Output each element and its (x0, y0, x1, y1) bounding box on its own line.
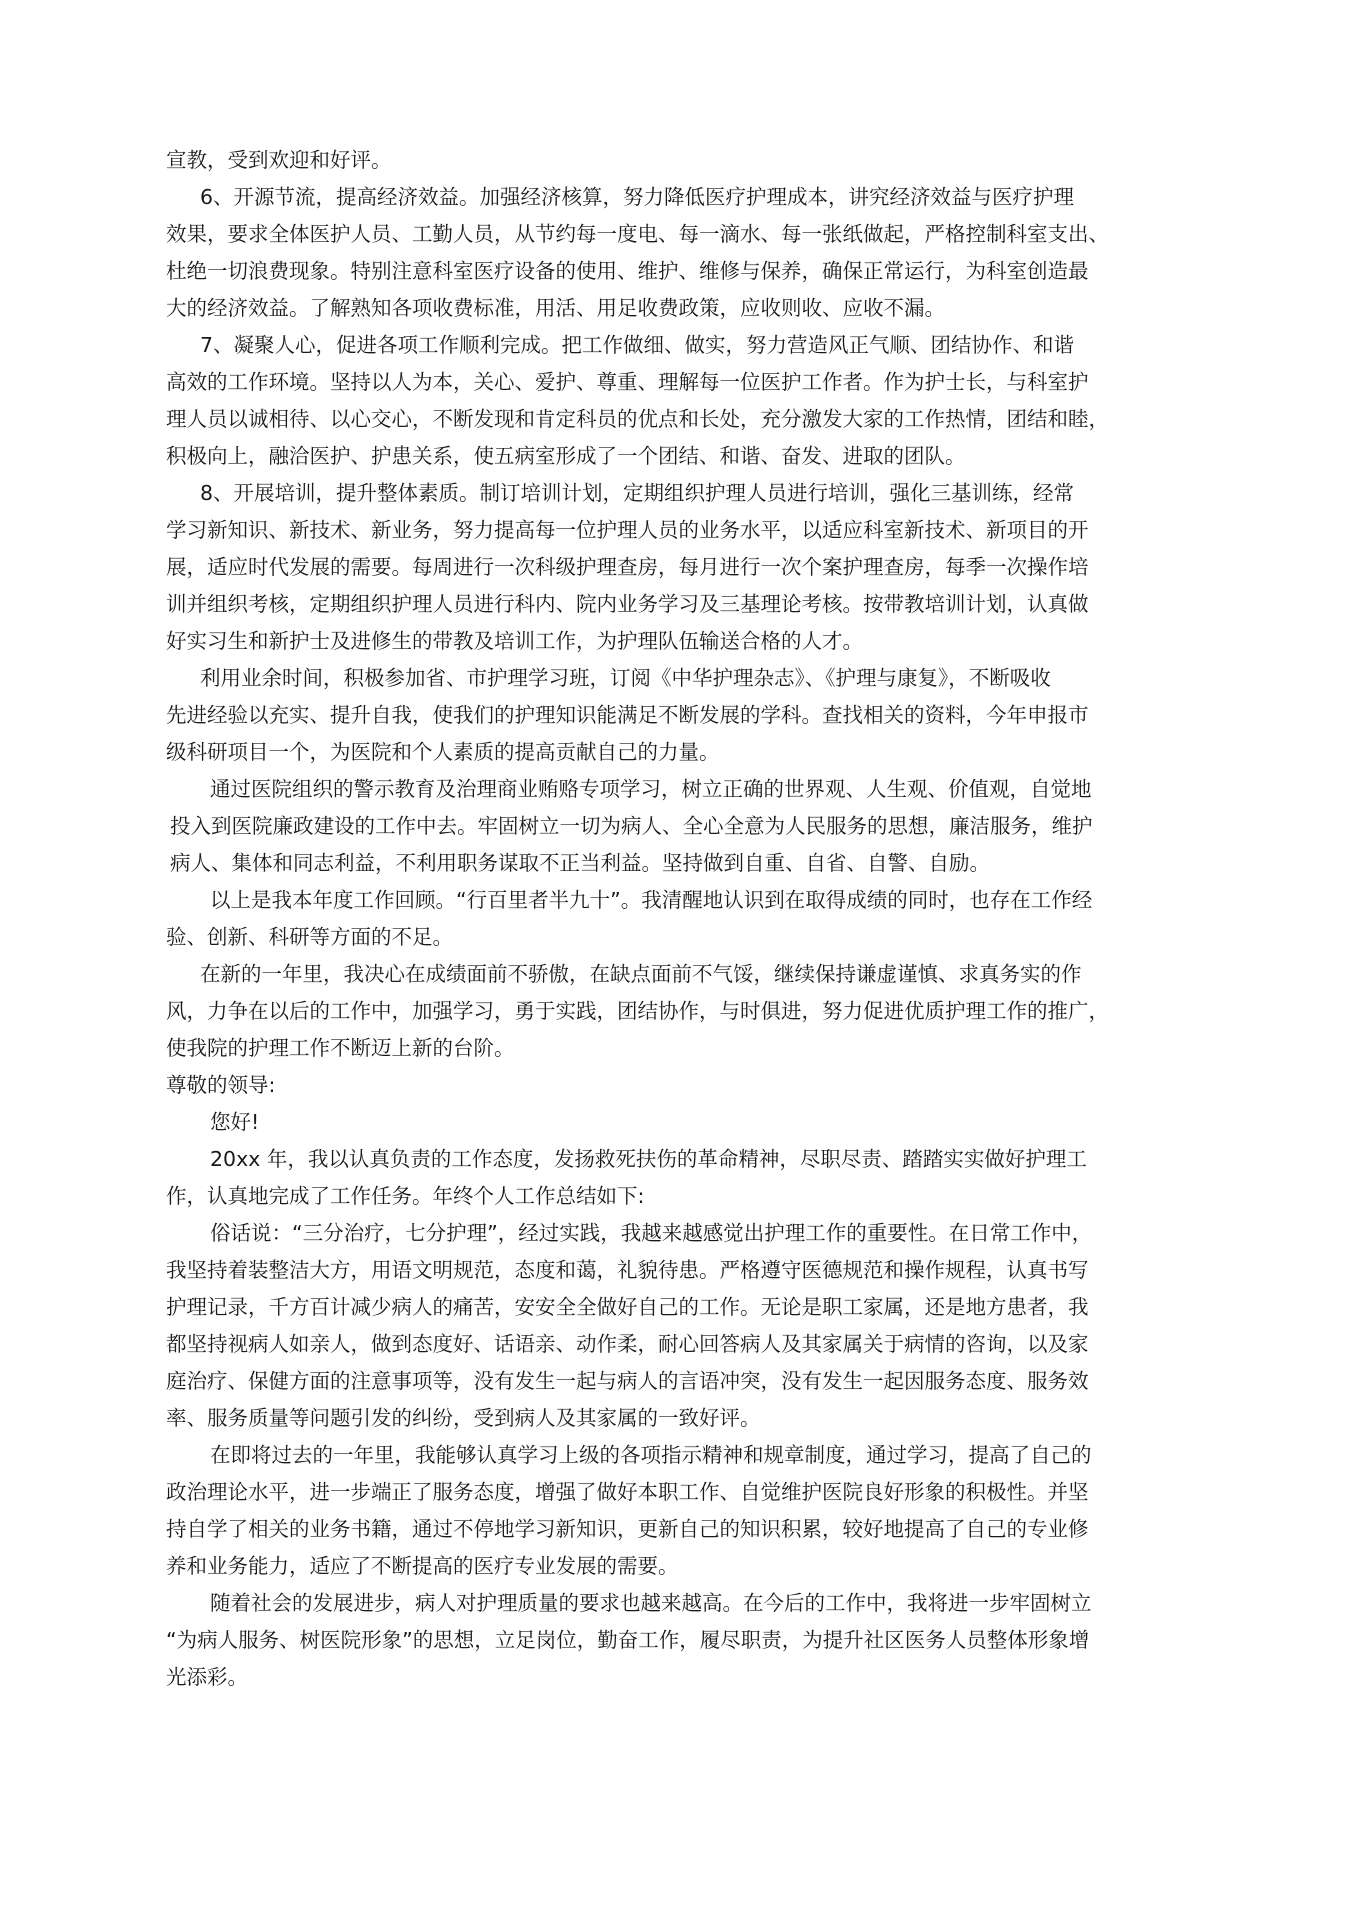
text-line: 在即将过去的一年里，我能够认真学习上级的各项指示精神和规章制度，通过学习，提高了自己的 (210, 1443, 1092, 1467)
text-line: 俗话说：“三分治疗，七分护理”，经过实践，我越来越感觉出护理工作的重要性。在日常工作中， (210, 1221, 1093, 1245)
text-line: 病人、集体和同志利益，不利用职务谋取不正当利益。坚持做到自重、自省、自警、自励。 (170, 851, 990, 875)
text-line: 光添彩。 (166, 1665, 248, 1689)
text-line: 通过医院组织的警示教育及治理商业贿赂专项学习，树立正确的世界观、人生观、价值观，自觉地 (210, 777, 1092, 801)
text-line: 训并组织考核，定期组织护理人员进行科内、院内业务学习及三基理论考核。按带教培训计划，认真做 (166, 592, 1089, 616)
text-line: 20xx 年，我以认真负责的工作态度，发扬救死扶伤的革命精神，尽职尽责、踏踏实实做好护理工 (210, 1147, 1087, 1171)
text-line: 学习新知识、新技术、新业务，努力提高每一位护理人员的业务水平，以适应科室新技术、新项目的开 (166, 518, 1089, 542)
text-line: 政治理论水平，进一步端正了服务态度，增强了做好本职工作、自觉维护医院良好形象的积极性。并坚 (166, 1480, 1089, 1504)
text-line: 级科研项目一个，为医院和个人素质的提高贡献自己的力量。 (166, 740, 720, 764)
text-line: 随着社会的发展进步，病人对护理质量的要求也越来越高。在今后的工作中，我将进一步牢固树立 (210, 1591, 1092, 1615)
text-line: 杜绝一切浪费现象。特别注意科室医疗设备的使用、维护、维修与保养，确保正常运行，为科室创造最 (166, 259, 1089, 283)
text-line: 我坚持着装整洁大方，用语文明规范，态度和蔼，礼貌待患。严格遵守医德规范和操作规程，认真书写 (166, 1258, 1089, 1282)
text-line: 以上是我本年度工作回顾。“行百里者半九十”。我清醒地认识到在取得成绩的同时，也存在工作经 (210, 888, 1093, 912)
text-line: 作，认真地完成了工作任务。年终个人工作总结如下: (166, 1184, 645, 1208)
text-line: 使我院的护理工作不断迈上新的台阶。 (166, 1036, 515, 1060)
text-line: 大的经济效益。了解熟知各项收费标准，用活、用足收费政策，应收则收、应收不漏。 (166, 296, 945, 320)
text-line: 高效的工作环境。坚持以人为本，关心、爱护、尊重、理解每一位医护工作者。作为护士长，与科室护 (166, 370, 1089, 394)
text-line: 先进经验以充实、提升自我，使我们的护理知识能满足不断发展的学科。查找相关的资料，今年申报市 (166, 703, 1089, 727)
text-line: 尊敬的领导: (166, 1073, 276, 1097)
text-line: 在新的一年里，我决心在成绩面前不骄傲，在缺点面前不气馁，继续保持谦虚谨慎、求真务实的作 (200, 962, 1082, 986)
text-line: 好实习生和新护士及进修生的带教及培训工作，为护理队伍输送合格的人才。 (166, 629, 863, 653)
text-line: 率、服务质量等问题引发的纠纷，受到病人及其家属的一致好评。 (166, 1406, 761, 1430)
text-line: 展，适应时代发展的需要。每周进行一次科级护理查房，每月进行一次个案护理查房，每季一次操作培 (166, 555, 1089, 579)
text-line: 都坚持视病人如亲人，做到态度好、话语亲、动作柔，耐心回答病人及其家属关于病情的咨询，以及家 (166, 1332, 1089, 1356)
text-line: 风，力争在以后的工作中，加强学习，勇于实践，团结协作，与时俱进，努力促进优质护理工作的推广， (166, 999, 1109, 1023)
text-line: 8、开展培训，提升整体素质。制订培训计划，定期组织护理人员进行培训，强化三基训练，经常 (200, 481, 1075, 505)
text-line: 您好! (210, 1110, 260, 1134)
document-body (166, 142, 1206, 1696)
text-line: 积极向上，融洽医护、护患关系，使五病室形成了一个团结、和谐、奋发、进取的团队。 (166, 444, 966, 468)
text-line: 庭治疗、保健方面的注意事项等，没有发生一起与病人的言语冲突，没有发生一起因服务态度、服务效 (166, 1369, 1089, 1393)
text-line: 7、凝聚人心，促进各项工作顺利完成。把工作做细、做实，努力营造风正气顺、团结协作、和谐 (200, 333, 1075, 357)
text-line: 理人员以诚相待、以心交心，不断发现和肯定科员的优点和长处，充分激发大家的工作热情，团结和睦， (166, 407, 1109, 431)
text-line: 6、开源节流，提高经济效益。加强经济核算，努力降低医疗护理成本，讲究经济效益与医疗护理 (200, 185, 1075, 209)
text-line: “为病人服务、树医院形象”的思想，立足岗位，勤奋工作，履尽职责，为提升社区医务人员整体形象增 (166, 1628, 1090, 1652)
text-line: 利用业余时间，积极参加省、市护理学习班，订阅《中华护理杂志》、《护理与康复》，不断吸收 (200, 666, 1051, 690)
text-line: 持自学了相关的业务书籍，通过不停地学习新知识，更新自己的知识积累，较好地提高了自己的专业修 (166, 1517, 1089, 1541)
text-line: 护理记录，千方百计减少病人的痛苦，安安全全做好自己的工作。无论是职工家属，还是地方患者，我 (166, 1295, 1089, 1319)
text-line: 宣教，受到欢迎和好评。 (166, 148, 392, 172)
text-line: 效果，要求全体医护人员、工勤人员，从节约每一度电、每一滴水、每一张纸做起，严格控制科室支出、 (166, 222, 1109, 246)
text-line: 验、创新、科研等方面的不足。 (166, 925, 453, 949)
text-line: 养和业务能力，适应了不断提高的医疗专业发展的需要。 (166, 1554, 679, 1578)
text-line: 投入到医院廉政建设的工作中去。牢固树立一切为病人、全心全意为人民服务的思想，廉洁服务，维护 (170, 814, 1093, 838)
